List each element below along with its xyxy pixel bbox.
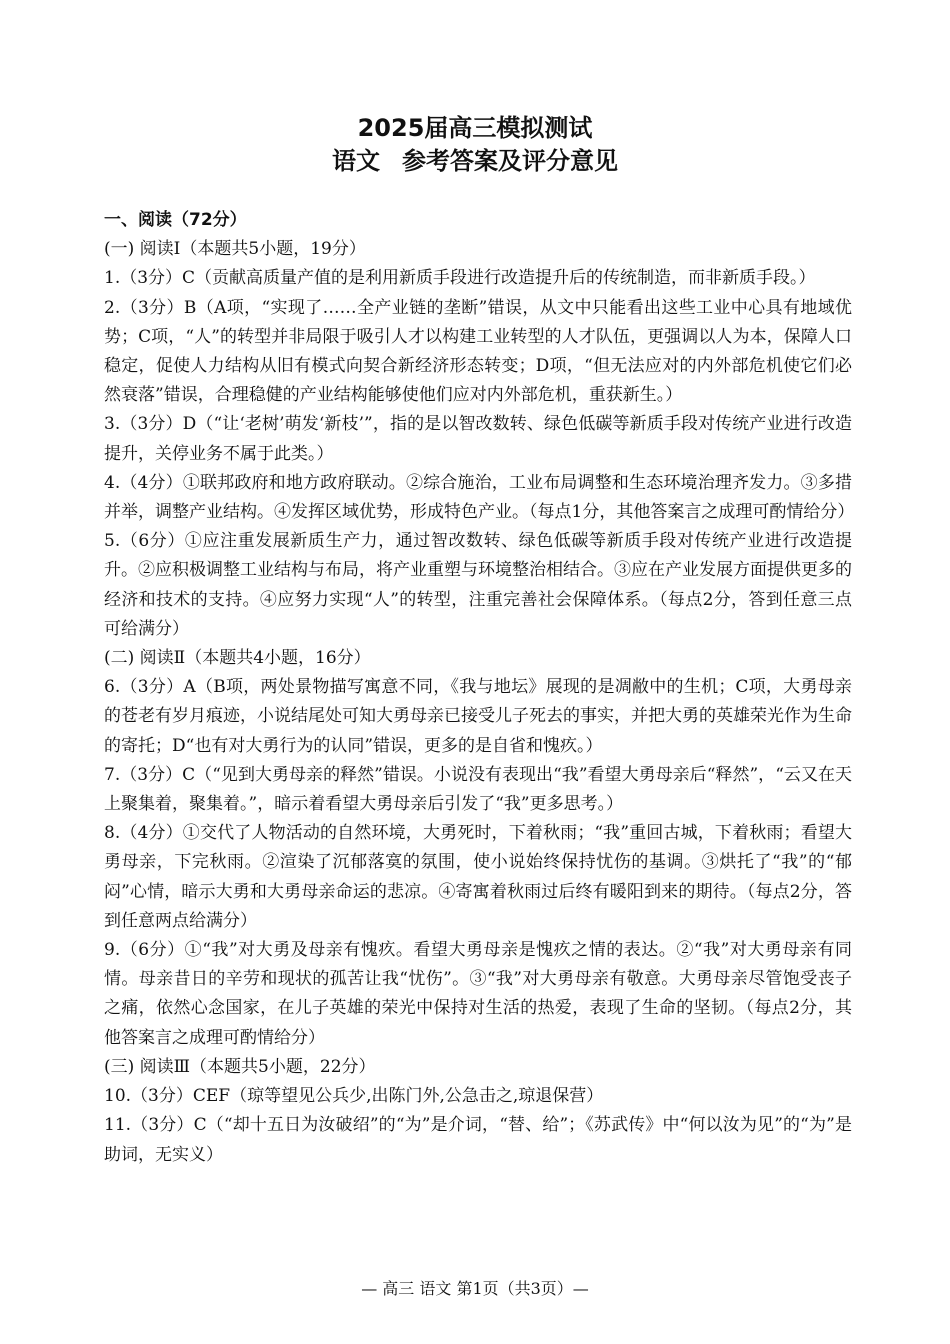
document-subtitle <box>0 145 950 177</box>
page-footer: — 高三 语文 第1页（共3页）— <box>361 1279 589 1298</box>
answer-item-7: 7.（3分）C（“见到大勇母亲的释然”错误。小说没有表现出“我”看望大勇母亲后“释然”，“云又在天上聚集着，聚集着。”，暗示着看望大勇母亲后引发了“我”更多思考。） <box>104 764 852 815</box>
answer-item-6: 6.（3分）A（B项，两处景物描写寓意不同，《我与地坛》展现的是凋敝中的生机；C项，大勇母亲的苍老有岁月痕迹，小说结尾处可知大勇母亲已接受儿子死去的事实，并把大勇的英雄荣光作为生命的寄托；D“也有对大勇行为的认同”错误，更多的是自省和愧疚。） <box>104 677 852 756</box>
answer-item-9: 9.（6分）①“我”对大勇及母亲有愧疚。看望大勇母亲是愧疚之情的表达。②“我”对大勇母亲有同情。母亲昔日的辛劳和现状的孤苦让我“忧伤”。③“我”对大勇母亲有敬意。大勇母亲尽管饱受丧子之痛，依然心念国家，在儿子英雄的荣光中保持对生活的热爱，表现了生命的坚韧。（每点2分，其他答案言之成理可酌情给分） <box>104 940 852 1048</box>
answer-item-1: 1.（3分）C（贡献高质量产值的是利用新质手段进行改造提升后的传统制造，而非新质手段。） <box>104 268 816 289</box>
subtitle-text: 参考答案及评分意见 <box>402 147 618 175</box>
subject-label: 语文 <box>332 147 380 175</box>
part-heading-reading-3: (三) 阅读Ⅲ（本题共5小题，22分） <box>104 1056 376 1077</box>
part-heading-reading-1: (一) 阅读Ⅰ（本题共5小题，19分） <box>104 239 366 260</box>
part-heading-reading-2: (二) 阅读Ⅱ（本题共4小题，16分） <box>104 648 371 669</box>
answer-item-2: 2.（3分）B（A项，“实现了……全产业链的垄断”错误，从文中只能看出这些工业中心具有地域优势；C项，“人”的转型并非局限于吸引人才以构建工业转型的人才队伍，更强调以人为本，保障人口稳定，促使人力结构从旧有模式向契合新经济形态转变；D项，“但无法应对的内外部危机使它们必然衰落”错误，合理稳健的产业结构能够使他们应对内外部危机，重获新生。） <box>104 297 852 406</box>
answer-item-11: 11.（3分）C（“却十五日为汝破绍”的“为”是介词，“替、给”；《苏武传》中“何以汝为见”的“为”是助词，无实义） <box>104 1115 852 1165</box>
answer-item-5: 5.（6分）①应注重发展新质生产力，通过智改数转、绿色低碳等新质手段对传统产业进行改造提升。②应积极调整工业结构与布局，将产业重塑与环境整治相结合。③应在产业发展方面提供更多的经济和技术的支持。④应努力实现“人”的转型，注重完善社会保障体系。（每点2分，答到任意三点可给满分） <box>104 531 852 639</box>
document-title: 2025届高三模拟测试 <box>357 114 593 142</box>
answer-item-8: 8.（4分）①交代了人物活动的自然环境，大勇死时，下着秋雨；“我”重回古城，下着秋雨；看望大勇母亲，下完秋雨。②渲染了沉郁落寞的氛围，使小说始终保持忧伤的基调。③烘托了“我”的“郁闷”心情，暗示大勇和大勇母亲命运的悲凉。④寄寓着秋雨过后终有暖阳到来的期待。（每点2分，答到任意两点给满分） <box>104 823 852 931</box>
answer-item-4: 4.（4分）①联邦政府和地方政府联动。②综合施治，工业布局调整和生态环境治理齐发力。③多措并举，调整产业结构。④发挥区域优势，形成特色产业。（每点1分，其他答案言之成理可酌情给分） <box>104 472 855 523</box>
answer-item-10: 10.（3分）CEF（琼等望见公兵少,出陈门外,公急击之,琼退保营） <box>104 1086 604 1107</box>
answer-content <box>104 206 855 1170</box>
answer-item-3: 3.（3分）D（“让‘老树’萌发‘新枝’”，指的是以智改数转、绿色低碳等新质手段对传统产业进行改造提升，关停业务不属于此类。） <box>104 414 852 464</box>
section-heading-reading: 一、阅读（72分） <box>104 210 247 230</box>
